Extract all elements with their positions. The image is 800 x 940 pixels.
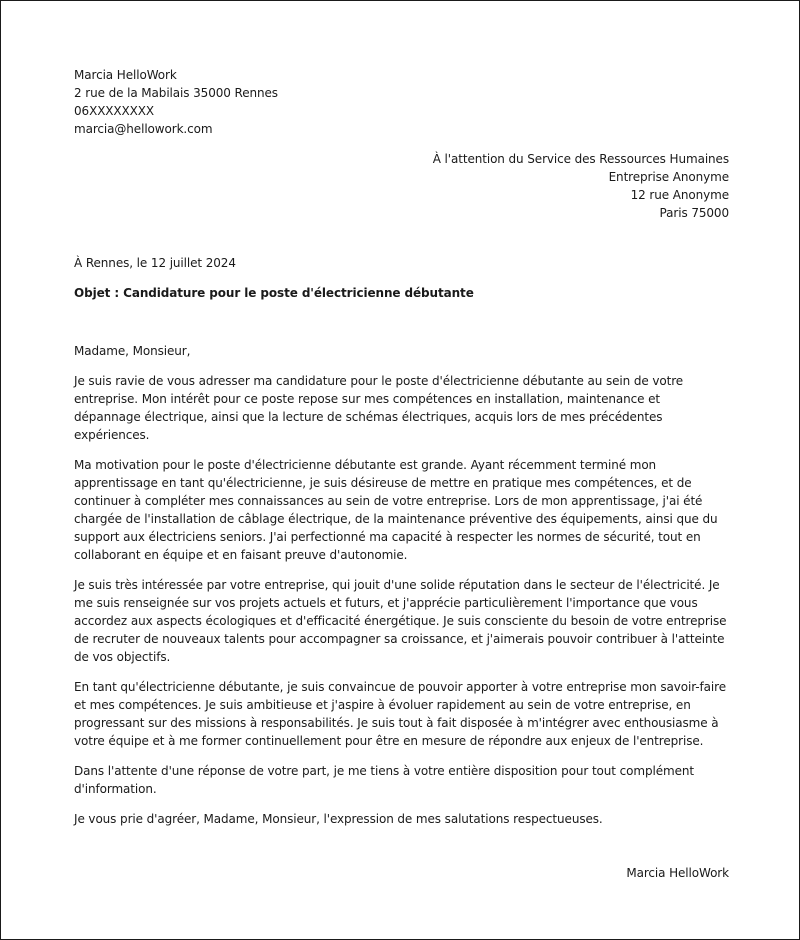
recipient-street: 12 rue Anonyme xyxy=(630,188,729,202)
paragraph-availability: Dans l'attente d'une réponse de votre part, je me tiens à votre entière disposition pour tout complément d'information. xyxy=(74,764,694,796)
paragraph-intro: Je suis ravie de vous adresser ma candidature pour le poste d'électricienne débutante au sein de votre entreprise. Mon intérêt pour ce poste repose sur mes compétences en installation, maintenance et dépannage électrique, ainsi que la lecture de schémas électriques, acquis lors de mes précédentes expériences. xyxy=(74,374,684,442)
signature: Marcia HelloWork xyxy=(626,866,729,880)
sender-phone: 06XXXXXXXX xyxy=(74,104,155,118)
recipient-city: Paris 75000 xyxy=(659,206,729,220)
date-line: À Rennes, le 12 juillet 2024 xyxy=(74,256,236,270)
paragraph-closing: Je vous prie d'agréer, Madame, Monsieur, l'expression de mes salutations respectueuses. xyxy=(74,812,603,826)
paragraph-contribution: En tant qu'électricienne débutante, je suis convaincue de pouvoir apporter à votre entreprise mon savoir-faire et mes compétences. Je suis ambitieuse et j'aspire à évoluer rapidement au sein de votre entreprise, en progressant sur des missions à responsabilités. Je suis tout à fait disposée à m'intégrer avec enthousiasme à votre équipe et à me former continuellement pour être en mesure de répondre aux enjeux de l'entreprise. xyxy=(74,680,726,748)
letter-content xyxy=(74,66,729,882)
recipient-block xyxy=(74,150,729,222)
salutation: Madame, Monsieur, xyxy=(74,344,191,358)
paragraph-motivation: Ma motivation pour le poste d'électricienne débutante est grande. Ayant récemment terminé mon apprentissage en tant qu'électricienne, je suis désireuse de mettre en pratique mes compétences, et de continuer à compléter mes connaissances au sein de votre entreprise. Lors de mon apprentissage, j'ai été chargée de l'installation de câblage électrique, de la maintenance préventive des équipements, ainsi que du support aux électriciens seniors. J'ai perfectionné ma capacité à respecter les normes de sécurité, tout en collaborant en équipe et en faisant preuve d'autonomie. xyxy=(74,458,718,562)
paragraph-company: Je suis très intéressée par votre entreprise, qui jouit d'une solide réputation dans le secteur de l'électricité. Je me suis renseignée sur vos projets actuels et futurs, et j'apprécie particulièrement l'importance que vous accordez aux aspects écologiques et d'efficacité énergétique. Je suis consciente du besoin de votre entreprise de recruter de nouveaux talents pour accompagner sa croissance, et j'aimerais pouvoir contribuer à l'atteinte de vos objectifs. xyxy=(74,578,727,664)
recipient-attention: À l'attention du Service des Ressources Humaines xyxy=(432,152,729,166)
sender-email: marcia@hellowork.com xyxy=(74,122,213,136)
sender-address: 2 rue de la Mabilais 35000 Rennes xyxy=(74,86,278,100)
sender-name: Marcia HelloWork xyxy=(74,68,177,82)
sender-block xyxy=(74,66,729,138)
recipient-company: Entreprise Anonyme xyxy=(608,170,729,184)
subject-line: Objet : Candidature pour le poste d'électricienne débutante xyxy=(74,286,474,300)
